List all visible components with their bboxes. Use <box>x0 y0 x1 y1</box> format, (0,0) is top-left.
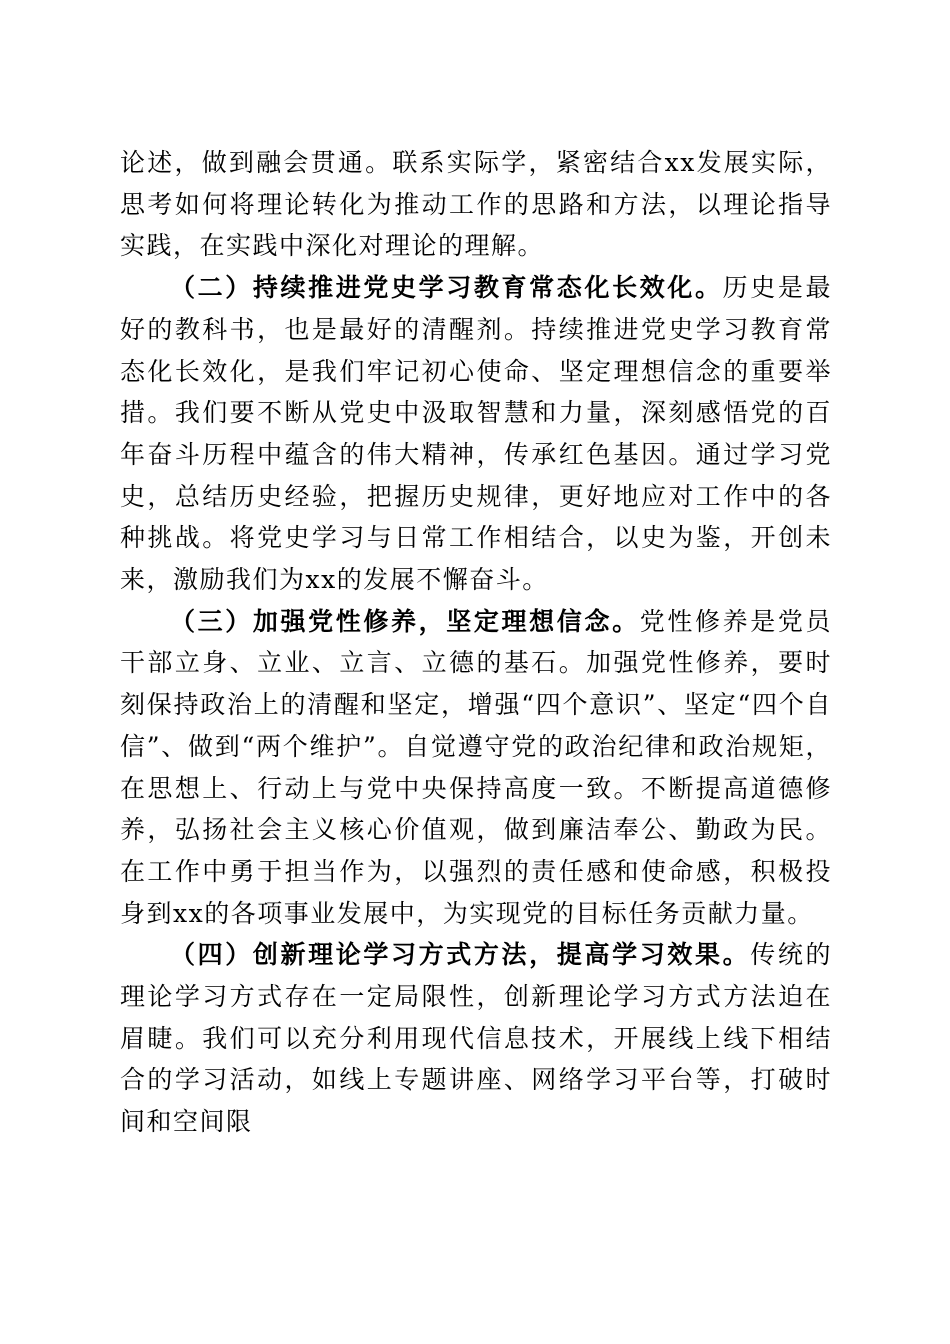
paragraph-3-text: 党性修养是党员干部立身、立业、立言、立德的基石。加强党性修养，要时刻保持政治上的清醒和坚定，增强“四个意识”、坚定“四个自信”、做到“两个维护”。自觉遵守党的政治纪律和政治规矩，在思想上、行动上与党中央保持高度一致。不断提高道德修养，弘扬社会主义核心价值观，做到廉洁奉公、勤政为民。在工作中勇于担当作为，以强烈的责任感和使命感，积极投身到xx的各项事业发展中，为实现党的目标任务贡献力量。 <box>120 606 832 928</box>
section-heading-3: （三）加强党性修养，坚定理想信念。 <box>170 606 640 636</box>
paragraph-2-text: 历史是最好的教科书，也是最好的清醒剂。持续推进党史学习教育常态化长效化，是我们牢记初心使命、坚定理想信念的重要举措。我们要不断从党史中汲取智慧和力量，深刻感悟党的百年奋斗历程中蕴含的伟大精神，传承红色基因。通过学习党史，总结历史经验，把握历史规律，更好地应对工作中的各种挑战。将党史学习与日常工作相结合，以史为鉴，开创未来，激励我们为xx的发展不懈奋斗。 <box>120 273 832 595</box>
document-body <box>120 142 832 1143</box>
paragraph-2 <box>120 267 832 601</box>
section-heading-4: （四）创新理论学习方式方法，提高学习效果。 <box>170 940 751 970</box>
paragraph-4 <box>120 934 832 1143</box>
paragraph-3 <box>120 601 832 935</box>
section-heading-2: （二）持续推进党史学习教育常态化长效化。 <box>170 273 723 303</box>
paragraph-1-text: 论述，做到融会贯通。联系实际学，紧密结合xx发展实际，思考如何将理论转化为推动工作的思路和方法，以理论指导实践，在实践中深化对理论的理解。 <box>120 148 832 261</box>
paragraph-1 <box>120 142 832 267</box>
paragraph-4-text: 传统的理论学习方式存在一定局限性，创新理论学习方式方法迫在眉睫。我们可以充分利用现代信息技术，开展线上线下相结合的学习活动，如线上专题讲座、网络学习平台等，打破时间和空间限 <box>120 940 832 1137</box>
